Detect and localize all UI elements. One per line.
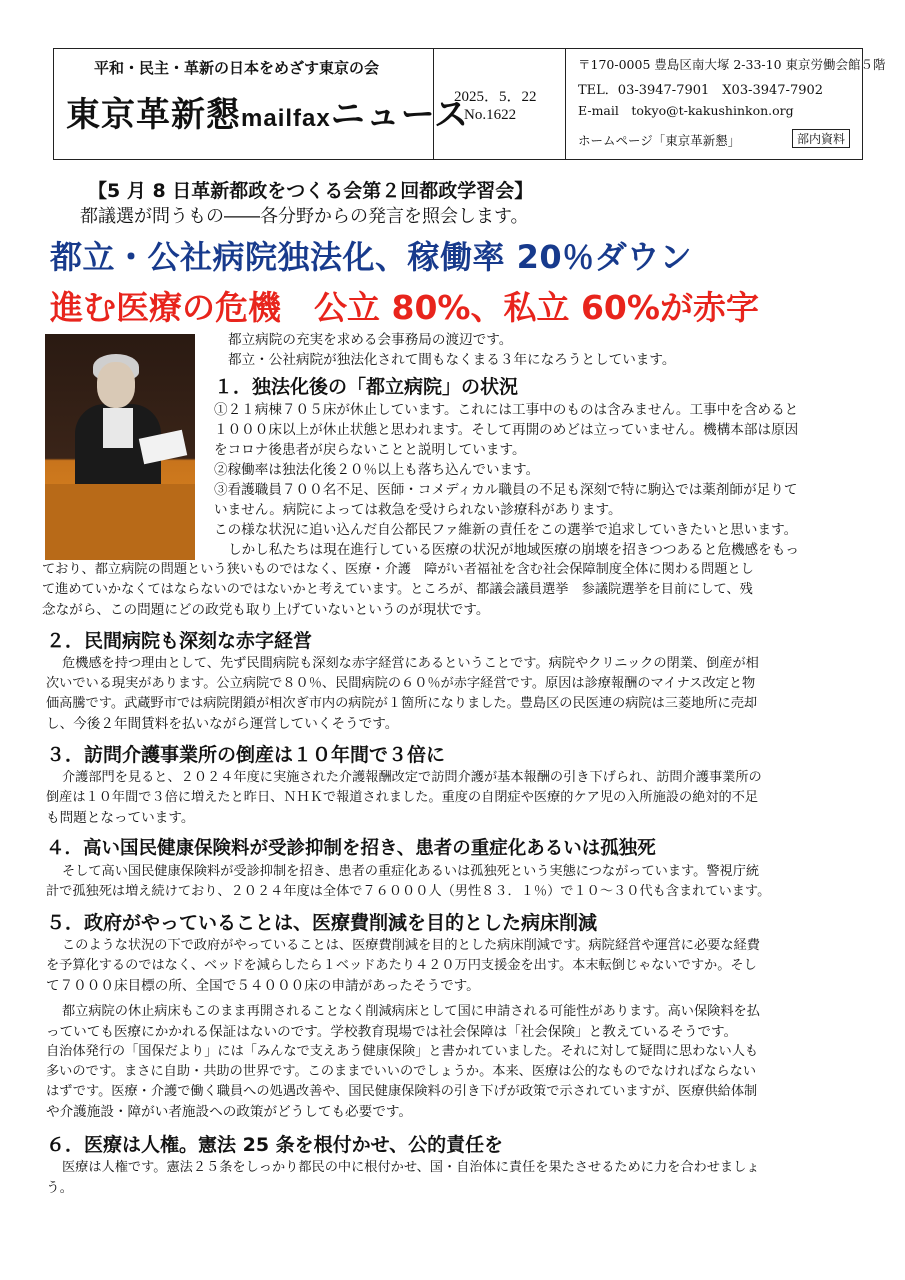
body-line: し、今後２年間賃料を払いながら運営していくそうです。	[46, 716, 399, 732]
intro-line: 都立・公社病院が独法化されて間もなくまる３年になろうとしています。	[228, 352, 676, 368]
body-line: 都立病院の休止病床もこのまま再開されることなく削減病床として国に申請される可能性があります。高い保険料を払	[62, 1004, 760, 1019]
section-heading: １．独法化後の「都立病院」の状況	[214, 376, 519, 398]
headline-secondary: 進む医療の危機 公立 80%、私立 60%が赤字	[50, 288, 759, 327]
body-line: そして高い国民健康保険料が受診抑制を招き、患者の重症化あるいは孤独死という実態につながっています。警視庁統	[62, 864, 760, 879]
body-line: て進めていかなくてはならないのではないかと考えています。ところが、都議会議員選挙 参議院選挙を目前にして、残	[42, 582, 753, 597]
body-line: も問題となっています。	[46, 810, 195, 826]
section-heading: ６．医療は人権。憲法 25 条を根付かせ、公的責任を	[46, 1134, 504, 1156]
body-line: っていても医療にかかれる保証はないのです。学校教育現場では社会保障は「社会保険」と教えているそうです。	[46, 1024, 738, 1040]
body-line: う。	[46, 1180, 74, 1196]
body-line: １０００床以上が休止状態と思われます。そして再開のめどは立っていません。機構本部は原因	[214, 422, 799, 438]
masthead-title-latin: mailfax	[241, 105, 331, 132]
body-line: をコロナ後患者が戻らないことと説明しています。	[214, 442, 526, 458]
body-line: ③看護職員７００名不足、医師・コメディカル職員の不足も深刻で特に駒込では薬剤師が足りて	[214, 482, 798, 498]
body-line: 倒産は１０年間で３倍に増えたと昨日、ＮＨＫで報道されました。重度の自閉症や医療的ケア児の入所施設の絶対的不足	[46, 790, 759, 805]
contact-tel: TEL．03-3947-7901 X03-3947-7902	[578, 83, 824, 98]
masthead-issue-block	[434, 49, 566, 159]
body-line: 計で孤独死は増え続けており、２０２４年度は全体で７６０００人（男性８３．１％）で１０～３０代も含まれています。	[46, 884, 771, 899]
speaker-photo	[45, 334, 195, 560]
body-line: 自治体発行の「国保だより」には「みんなで支えあう健康保険」と書かれていました。それに対して疑問に思わない人も	[46, 1044, 759, 1059]
speaker-photo-podium	[45, 484, 195, 560]
issue-number: No.1622	[464, 107, 517, 123]
section-heading: ３．訪問介護事業所の倒産は１０年間で３倍に	[46, 744, 446, 766]
masthead-title-jp: 東京革新懇	[66, 95, 241, 135]
body-line: 念ながら、この問題にどの政党も取り上げていないというのが現状です。	[42, 602, 490, 618]
body-line: いません。病院によっては救急を受けられない診療科があります。	[214, 502, 622, 518]
body-line: を予算化するのではなく、ベッドを減らしたら１ベッドあたり４２０万円支援金を出す。本末転倒じゃないですか。そし	[46, 958, 757, 973]
issue-date: 2025．5．22	[454, 89, 537, 105]
internal-document-badge: 部内資料	[792, 129, 850, 148]
body-line: ており、都立病院の問題という狭いものではなく、医療・介護 障がい者福祉を含む社会保障制度全体に関わる問題とし	[42, 562, 754, 577]
masthead	[53, 48, 886, 160]
section-heading: ４．高い国民健康保険料が受診抑制を招き、患者の重症化あるいは孤独死	[46, 838, 656, 859]
body-line: 危機感を持つ理由として、先ず民間病院も深刻な赤字経営にあるということです。病院やクリニックの閉業、倒産が相	[62, 656, 759, 671]
headline-primary: 都立・公社病院独法化、稼働率 20％ダウン	[50, 238, 693, 276]
contact-homepage: ホームページ「東京革新懇」	[578, 133, 741, 148]
event-label: 【5 月 8 日革新都政をつくる会第２回都政学習会】	[88, 180, 534, 202]
masthead-tagline: 平和・民主・革新の日本をめざす東京の会	[94, 59, 380, 77]
body-line: ②稼働率は独法化後２０％以上も落ち込んでいます。	[214, 462, 540, 478]
contact-address: 〒170-0005 豊島区南大塚 2-33-10 東京労働会館５階	[578, 57, 886, 72]
masthead-title-suffix: ニュース	[330, 95, 470, 135]
body-line: 多いのです。まさに自助・共助の世界です。このままでいいのでしょうか。本来、医療は公的なものでなければならない	[46, 1064, 757, 1079]
body-line: ①２１病棟７０５床が休止しています。これには工事中のものは含みません。工事中を含めると	[214, 402, 799, 418]
body-line: はずです。医療・介護で働く職員への処遇改善や、国民健康保険料の引き下げが政策で示されていますが、医療供給体制	[46, 1084, 758, 1099]
masthead-title-block	[54, 49, 470, 159]
body-line: 次いでいる現実があります。公立病院で８０％、民間病院の６０％が赤字経営です。原因は診療報酬のマイナス改定と物	[46, 676, 756, 691]
body-line: 介護部門を見ると、２０２４年度に実施された介護報酬改定で訪問介護が基本報酬の引き下げられ、訪問介護事業所の	[62, 770, 762, 785]
body-line: 医療は人権です。憲法２５条をしっかり都民の中に根付かせ、国・自治体に責任を果たさせるために力を合わせましょ	[62, 1160, 760, 1175]
body-line: 価高騰です。武蔵野市では病院閉鎖が相次ぎ市内の病院が１箇所になりました。豊島区の民医連の病院は三菱地所に売却	[46, 696, 758, 711]
speaker-photo-head	[97, 362, 135, 408]
masthead-title	[66, 87, 469, 136]
speaker-photo-shirt	[103, 408, 133, 448]
intro-line: 都立病院の充実を求める会事務局の渡辺です。	[228, 332, 513, 348]
section-heading: ２．民間病院も深刻な赤字経営	[46, 630, 313, 652]
contact-email: E-mail tokyo@t-kakushinkon.org	[578, 103, 794, 118]
subheadline: 都議選が問うもの――各分野からの発言を照会します。	[80, 206, 529, 227]
masthead-contact-block	[566, 49, 886, 159]
body-line: このような状況の下で政府がやっていることは、医療費削減を目的とした病床削減です。病院経営や運営に必要な経費	[62, 938, 760, 953]
body-line: て７０００床目標の所、全国で５４０００床の申請があったそうです。	[46, 978, 480, 994]
section-heading: ５．政府がやっていることは、医療費削減を目的とした病床削減	[46, 912, 598, 934]
body-line: や介護施設・障がい者施設への政策がどうしても必要です。	[46, 1104, 412, 1120]
body-line: しかし私たちは現在進行している医療の状況が地域医療の崩壊を招きつつあると危機感をもっ	[228, 542, 799, 558]
body-line: この様な状況に追い込んだ自公都民ファ維新の責任をこの選挙で追求していきたいと思います。	[214, 522, 798, 538]
